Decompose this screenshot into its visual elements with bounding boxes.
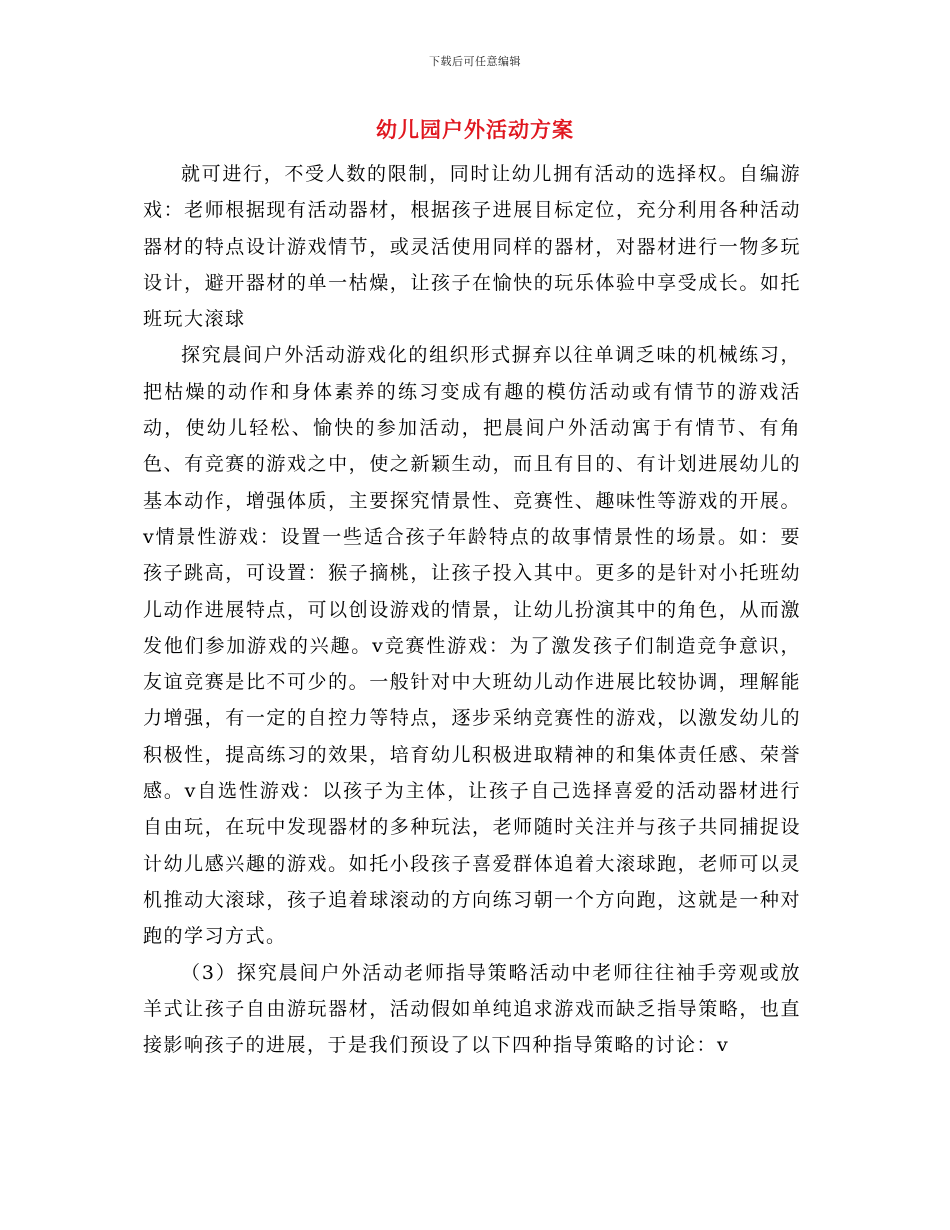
paragraph: 探究晨间户外活动游戏化的组织形式摒弃以往单调乏味的机械练习，把枯燥的动作和身体素养的练习变成有趣的模仿活动或有情节的游戏活动，使幼儿轻松、愉快的参加活动，把晨间户外活动寓于有情节、有角色、有竞赛的游戏之中，使之新颖生动，而且有目的、有计划进展幼儿的基本动作，增强体质，主要探究情景性、竞赛性、趣味性等游戏的开展。v情景性游戏：设置一些适合孩子年龄特点的故事情景性的场景。如：要孩子跳高，可设置：猴子摘桃，让孩子投入其中。更多的是针对小托班幼儿动作进展特点，可以创设游戏的情景，让幼儿扮演其中的角色，从而激发他们参加游戏的兴趣。v竞赛性游戏：为了激发孩子们制造竞争意识，友谊竞赛是比不可少的。一般针对中大班幼儿动作进展比较协调，理解能力增强，有一定的自控力等特点，逐步采纳竞赛性的游戏，以激发幼儿的积极性，提高练习的效果，培育幼儿积极进取精神的和集体责任感、荣誉感。v自选性游戏：以孩子为主体，让孩子自己选择喜爱的活动器材进行自由玩，在玩中发现器材的多种玩法，老师随时关注并与孩子共同捕捉设计幼儿感兴趣的游戏。如托小段孩子喜爱群体追着大滚球跑，老师可以灵机推动大滚球，孩子追着球滚动的方向练习朝一个方向跑，这就是一种对跑的学习方式。	[143, 344, 801, 948]
document-body	[143, 156, 801, 1063]
paragraph: （3）探究晨间户外活动老师指导策略活动中老师往往袖手旁观或放羊式让孩子自由游玩器材，活动假如单纯追求游戏而缺乏指导策略，也直接影响孩子的进展，于是我们预设了以下四种指导策略的讨论：v	[143, 961, 801, 1057]
header-note: 下载后可任意编辑	[429, 55, 521, 68]
paragraph: 就可进行，不受人数的限制，同时让幼儿拥有活动的选择权。自编游戏：老师根据现有活动器材，根据孩子进展目标定位，充分利用各种活动器材的特点设计游戏情节，或灵活使用同样的器材，对器材进行一物多玩设计，避开器材的单一枯燥，让孩子在愉快的玩乐体验中享受成长。如托班玩大滚球	[143, 163, 801, 331]
document-title: 幼儿园户外活动方案	[376, 117, 574, 142]
